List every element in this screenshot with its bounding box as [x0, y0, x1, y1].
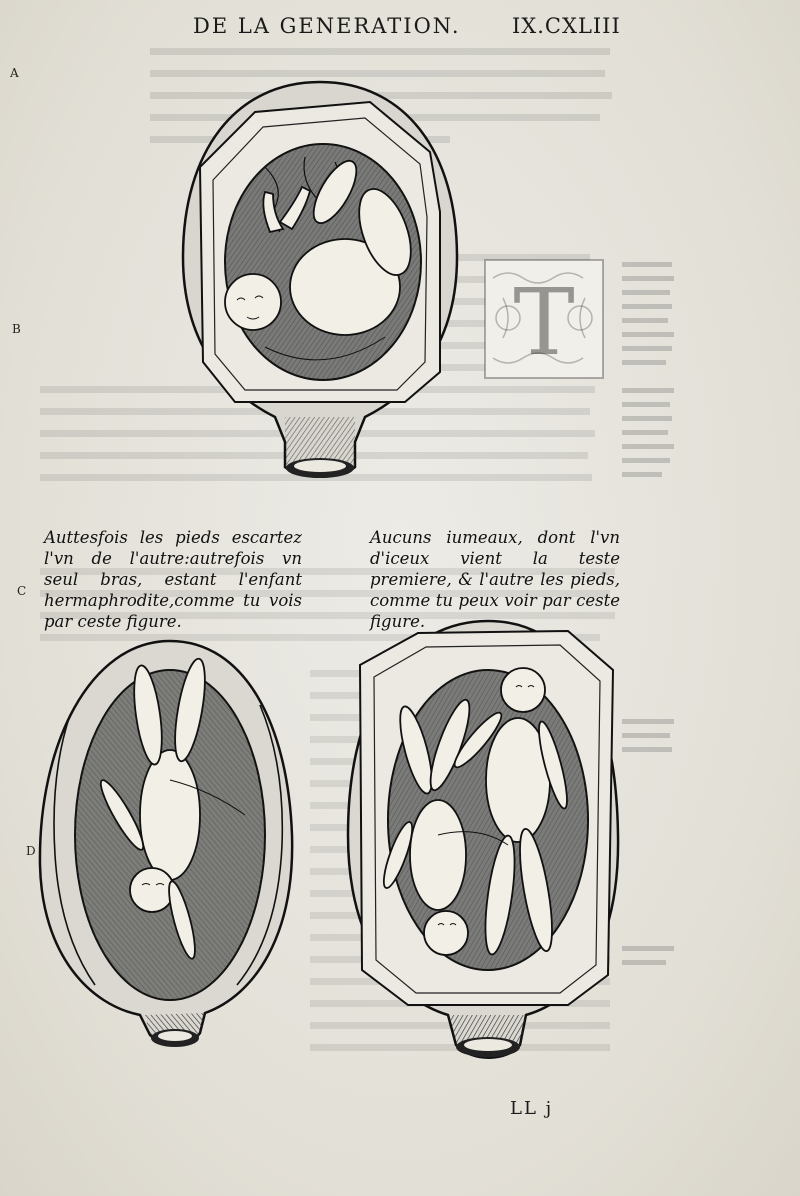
twins-in-womb-icon [338, 615, 628, 1085]
page-number: IX.CXLIII [512, 14, 621, 38]
margin-note-texture [622, 942, 682, 986]
signature-mark: LL j [510, 1098, 554, 1119]
margin-marker-d: D [26, 844, 36, 858]
running-head: DE LA GENERATION. [193, 14, 461, 38]
fetus-in-womb-icon [175, 72, 465, 492]
ornamental-initial-T-icon [483, 258, 605, 380]
margin-marker-c: C [17, 584, 27, 598]
margin-note-texture [622, 715, 682, 769]
margin-marker-b: B [12, 322, 21, 336]
figure-caption-right: Aucuns iumeaux, dont l'vn d'iceux vient la teste premiere, & l'autre les pieds, comme tu peux voir par ceste figure. [370, 528, 620, 631]
figure-caption-left: Auttesfois les pieds escartez l'vn de l'autre:autrefois vn seul bras, estant l'enfant hermaphrodite,comme tu vois par ceste figure. [44, 528, 302, 631]
breech-fetus-icon [30, 635, 300, 1065]
margin-note-texture [622, 258, 682, 502]
svg-text:T: T [513, 269, 575, 376]
margin-marker-a: A [10, 66, 19, 80]
